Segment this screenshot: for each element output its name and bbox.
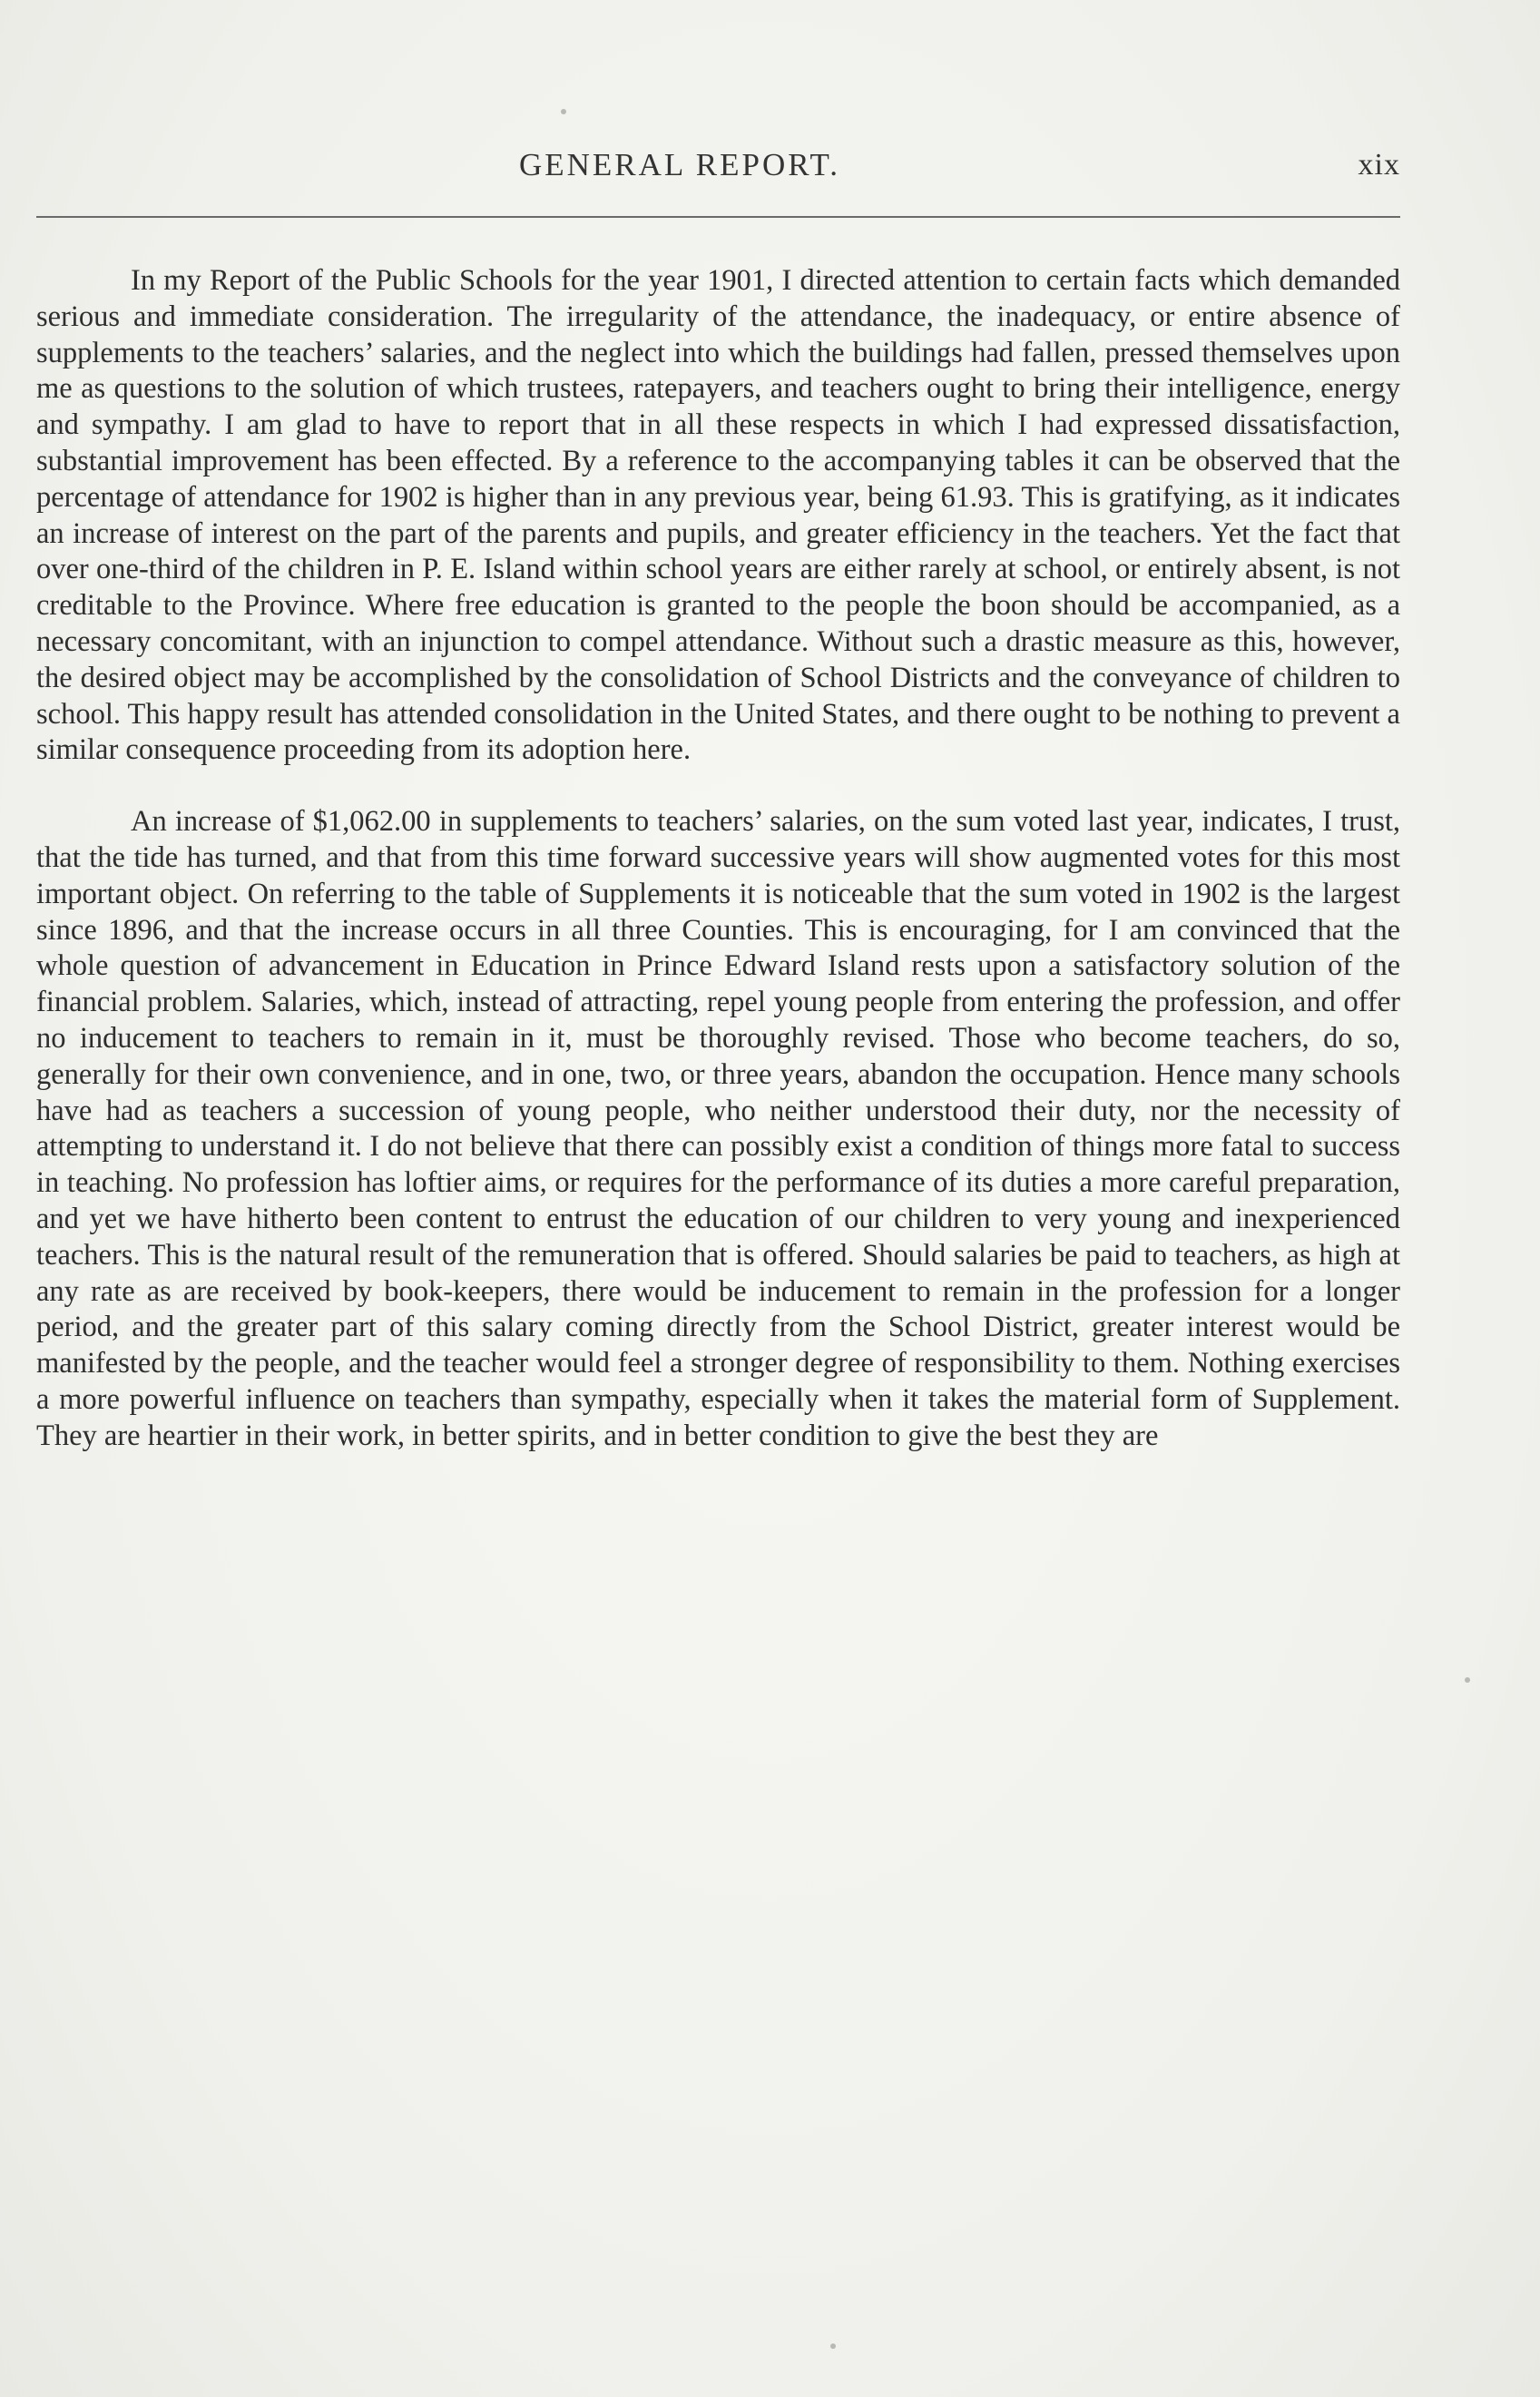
page-number: xix bbox=[1358, 148, 1400, 182]
paragraph: In my Report of the Public Schools for the year 1901, I directed attention to certain facts which demanded serious and immediate consideration. The irregularity of the attendance, the inadequacy, or entire absence of supplements to the teachers’ salaries, and the neglect into which the buildings had fallen, pressed themselves upon me as questions to the solution of which trustees, ratepayers, and teachers ought to bring their intelligence, energy and sympathy. I am glad to have to report that in all these respects in which I had expressed dissatisfaction, substantial improvement has been effected. By a reference to the accompanying tables it can be observed that the percentage of attendance for 1902 is higher than in any previous year, being 61.93. This is gratifying, as it indicates an increase of interest on the part of the parents and pupils, and greater efficiency in the teachers. Yet the fact that over one-third of the children in P. E. Island within school years are either rarely at school, or entirely absent, is not creditable to the Province. Where free education is granted to the people the boon should be accompanied, as a necessary concomitant, with an injunction to compel attendance. Without such a drastic measure as this, however, the desired object may be accomplished by the consolidation of School Districts and the conveyance of children to school. This happy result has attended consolidation in the United States, and there ought to be nothing to prevent a similar consequence proceeding from its adoption here. bbox=[36, 264, 1400, 767]
print-speck bbox=[1465, 1677, 1470, 1683]
header-rule bbox=[36, 216, 1400, 218]
body-text bbox=[36, 263, 1400, 1455]
running-head bbox=[36, 145, 1400, 191]
print-speck bbox=[561, 109, 566, 114]
print-speck bbox=[830, 2343, 836, 2349]
running-title: GENERAL REPORT. bbox=[519, 147, 841, 182]
paragraph: An increase of $1,062.00 in supplements to teachers’ salaries, on the sum voted last year, indicates, I trust, that the tide has turned, and that from this time forward successive years will show augmented votes for this most important object. On referring to the table of Supplements it is noticeable that the sum voted in 1902 is the largest since 1896, and that the increase occurs in all three Counties. This is encouraging, for I am convinced that the whole question of advancement in Education in Prince Edward Island rests upon a satisfactory solution of the financial problem. Salaries, which, instead of attracting, repel young people from entering the profession, and offer no inducement to teachers to remain in it, must be thoroughly revised. Those who become teachers, do so, generally for their own convenience, and in one, two, or three years, abandon the occupation. Hence many schools have had as teachers a succession of young people, who neither understood their duty, nor the necessity of attempting to understand it. I do not believe that there can possibly exist a condition of things more fatal to success in teaching. No profession has loftier aims, or requires for the performance of its duties a more careful preparation, and yet we have hitherto been content to entrust the education of our children to very young and inexperienced teachers. This is the natural result of the remuneration that is offered. Should salaries be paid to teachers, as high at any rate as are received by book-keepers, there would be inducement to remain in the profession for a longer period, and the greater part of this salary coming directly from the School District, greater interest would be manifested by the people, and the teacher would feel a stronger degree of responsibility to them. Nothing exercises a more powerful influence on teachers than sympathy, especially when it takes the material form of Supplement. They are heartier in their work, in better spirits, and in better condition to give the best they are bbox=[36, 805, 1400, 1452]
